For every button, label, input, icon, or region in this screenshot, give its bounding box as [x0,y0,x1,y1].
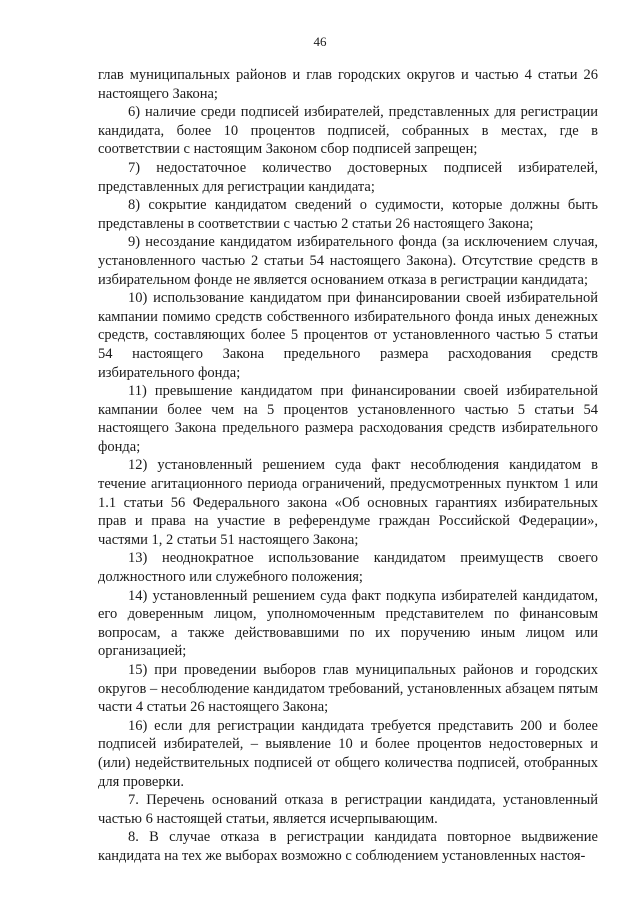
document-body [98,66,598,866]
paragraph-item-8: 8) сокрытие кандидатом сведений о судимости, которые должны быть представлены в соответствии с частью 2 статьи 26 настоящего Закона; [98,197,598,232]
paragraph-item-11: 11) превышение кандидатом при финансировании своей избирательной кампании более чем на 5 процентов установленного частью 5 статьи 54 настоящего Закона предельного размера расходования средств избирательного фонда; [98,383,598,455]
paragraph-item-12: 12) установленный решением суда факт несоблюдения кандидатом в течение агитационного периода ограничений, предусмотренных пунктом 1 или 1.1 статьи 56 Федерального закона «Об основных гарантиях избирательных прав и права на участие в референдуме граждан Российской Федерации», частями 1, 2 статьи 51 настоящего Закона; [98,457,598,548]
paragraph-item-16: 16) если для регистрации кандидата требуется представить 200 и более подписей избирателей, – выявление 10 и более процентов недостоверных и (или) недействительных подписей от общего количества подписей, отобранных для проверки. [98,717,598,790]
paragraph-section-8: 8. В случае отказа в регистрации кандидата повторное выдвижение кандидата на тех же выборах возможно с соблюдением установленных настоя- [98,829,598,864]
paragraph-section-7: 7. Перечень оснований отказа в регистрации кандидата, установленный частью 6 настоящей статьи, является исчерпывающим. [98,792,598,827]
paragraph-item-14: 14) установленный решением суда факт подкупа избирателей кандидатом, его доверенным лицом, уполномоченным представителем по финансовым вопросам, а также действовавшими по их поручению иным лицом или организацией; [98,587,598,660]
paragraph-item-15: 15) при проведении выборов глав муниципальных районов и городских округов – несоблюдение кандидатом требований, установленных абзацем пятым части 4 статьи 26 настоящего Закона; [98,662,598,716]
paragraph-item-7: 7) недостаточное количество достоверных подписей избирателей, представленных для регистрации кандидата; [98,159,598,195]
page-number: 46 [313,34,327,49]
paragraph-continuation: глав муниципальных районов и глав городских округов и частью 4 статьи 26 настоящего Закона; [98,67,598,102]
paragraph-item-6: 6) наличие среди подписей избирателей, представленных для регистрации кандидата, более 10 процентов подписей, собранных в местах, где в соответствии с настоящим Законом сбор подписей запрещен; [98,104,598,158]
paragraph-item-9: 9) несоздание кандидатом избирательного фонда (за исключением случая, установленного частью 2 статьи 54 настоящего Закона). Отсутствие средств в избирательном фонде не является основанием отказа в регистрации кандидата; [98,234,598,288]
paragraph-item-10: 10) использование кандидатом при финансировании своей избирательной кампании помимо средств собственного избирательного фонда иных денежных средств, составляющих более 5 процентов от установленного частью 5 статьи 54 настоящего Закона предельного размера расходования средств избирательного фонда; [98,290,598,381]
paragraph-item-13: 13) неоднократное использование кандидатом преимуществ своего должностного или служебного положения; [98,550,598,586]
